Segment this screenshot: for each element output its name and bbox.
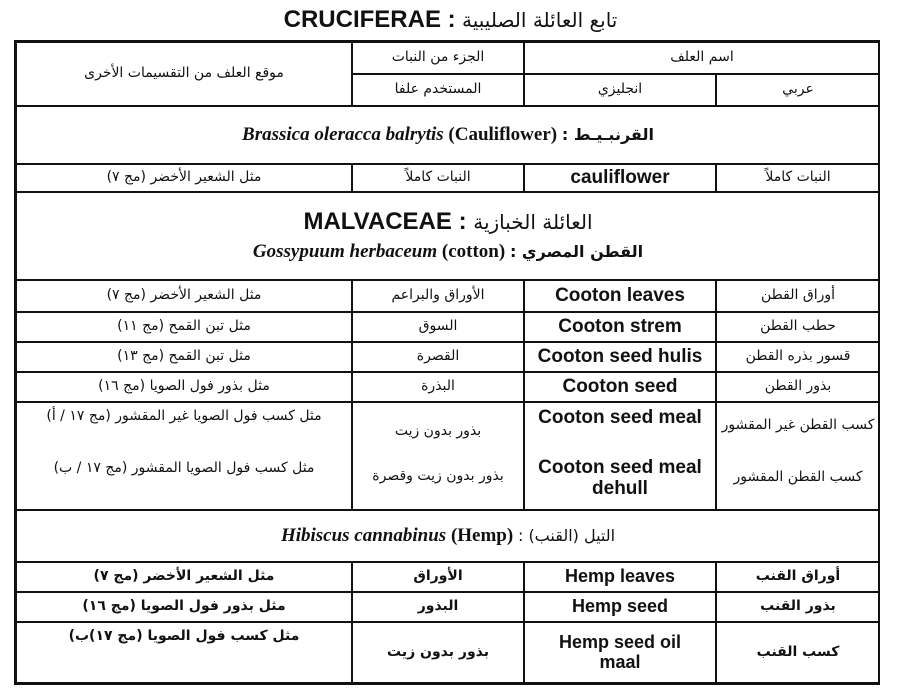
species-latin: Hibiscus cannabinus bbox=[280, 524, 447, 546]
table-cell-arabic: أوراق القطن bbox=[716, 280, 880, 312]
header-arabic: عربي bbox=[716, 74, 880, 106]
header-position: موقع العلف من التقسيمات الأخرى bbox=[16, 42, 352, 106]
family-heading bbox=[303, 209, 592, 235]
species-arabic: : القرنبـيـط bbox=[561, 124, 654, 144]
table-cell-english: Hemp leaves bbox=[524, 562, 716, 592]
species-latin: Gossypuum herbaceum bbox=[252, 240, 438, 262]
table-cell-part: النبات كاملاً bbox=[352, 164, 524, 192]
header-english: انجليزي bbox=[524, 74, 716, 106]
table-cell-part: البذرة bbox=[352, 372, 524, 402]
species-hemp bbox=[16, 510, 880, 562]
table-cell-part: الأوراق والبراعم bbox=[352, 280, 524, 312]
table-cell-position: مثل كسب فول الصويا (مج ١٧)ب) bbox=[16, 622, 352, 683]
species-english: (Cauliflower) bbox=[448, 123, 558, 145]
table-cell-arabic: حطب القطن bbox=[716, 312, 880, 342]
family-latin: MALVACEAE : bbox=[303, 208, 467, 236]
table-cell-english: Cooton seed bbox=[524, 372, 716, 402]
table-cell-part: السوق bbox=[352, 312, 524, 342]
species-english: (Hemp) bbox=[450, 524, 514, 546]
table-cell-position: مثل بذور فول الصويا (مج ١٦) bbox=[16, 592, 352, 622]
table-cell-english: Hemp seed oil maal bbox=[524, 622, 716, 683]
table-cell-position: مثل تبن القمح (مج ١٣) bbox=[16, 342, 352, 372]
table-cell-position: مثل الشعير الأخضر (مج ٧) bbox=[16, 164, 352, 192]
table-cell-position: مثل الشعير الأخضر (مج ٧) bbox=[16, 562, 352, 592]
header-used-as-forage: المستخدم علفا bbox=[352, 74, 524, 106]
table-cell-part: الأوراق bbox=[352, 562, 524, 592]
table-cell-position: مثل كسب فول الصويا غير المقشور (مج ١٧ / أ) bbox=[46, 408, 322, 425]
table-cell-arabic: أوراق القنب bbox=[716, 562, 880, 592]
species-arabic: : التيل (القنب) bbox=[517, 525, 616, 545]
table-cell-arabic: كسب القطن المقشور bbox=[733, 469, 863, 486]
table-cell-arabic: كسب القنب bbox=[716, 622, 880, 683]
table-cell-english: Cooton seed hulis bbox=[524, 342, 716, 372]
table-cell-arabic: قسور بذره القطن bbox=[716, 342, 880, 372]
header-plant-part: الجزء من النبات bbox=[352, 42, 524, 74]
family-malvaceae bbox=[16, 192, 880, 280]
page-title-latin: CRUCIFERAE : bbox=[283, 6, 456, 33]
table-cell-part: بذور بدون زيت bbox=[394, 423, 482, 440]
table-cell-part: بذور بدون زيت bbox=[352, 622, 524, 683]
table-cell-english: Cooton strem bbox=[524, 312, 716, 342]
table-cell-position: مثل تبن القمح (مج ١١) bbox=[16, 312, 352, 342]
page-title-arabic: تابع العائلة الصليبية bbox=[462, 8, 618, 32]
table-cell-english: Hemp seed bbox=[524, 592, 716, 622]
table-cell-english: cauliflower bbox=[524, 164, 716, 192]
table-cell-position: مثل كسب فول الصويا المقشور (مج ١٧ / ب) bbox=[53, 460, 315, 477]
table-cell-arabic: كسب القطن غير المقشور bbox=[721, 417, 875, 434]
family-arabic: العائلة الخبازية bbox=[473, 210, 593, 235]
table-cell-position: مثل بذور فول الصويا (مج ١٦) bbox=[16, 372, 352, 402]
species-arabic: : القطن المصري bbox=[509, 241, 644, 261]
table-cell-part: بذور بدون زيت وقصرة bbox=[372, 468, 504, 485]
table-cell-arabic: بذور القنب bbox=[716, 592, 880, 622]
table-cell-position: مثل الشعير الأخضر (مج ٧) bbox=[16, 280, 352, 312]
species-cauliflower bbox=[16, 106, 880, 164]
page-title bbox=[0, 6, 901, 34]
table-cell-english: Cooton leaves bbox=[524, 280, 716, 312]
table-cell-part: البذور bbox=[352, 592, 524, 622]
species-english: (cotton) bbox=[441, 240, 506, 262]
species-latin: Brassica oleracca balrytis bbox=[242, 123, 444, 145]
forage-table bbox=[14, 40, 880, 685]
table-cell-part: القصرة bbox=[352, 342, 524, 372]
table-cell-english: Cooton seed meal dehull bbox=[538, 457, 702, 499]
table-cell-arabic: النبات كاملاً bbox=[716, 164, 880, 192]
table-cell-english: Cooton seed meal bbox=[538, 406, 702, 428]
table-cell-arabic: بذور القطن bbox=[716, 372, 880, 402]
header-forage-name: اسم العلف bbox=[524, 42, 880, 74]
species-cotton bbox=[253, 242, 643, 263]
